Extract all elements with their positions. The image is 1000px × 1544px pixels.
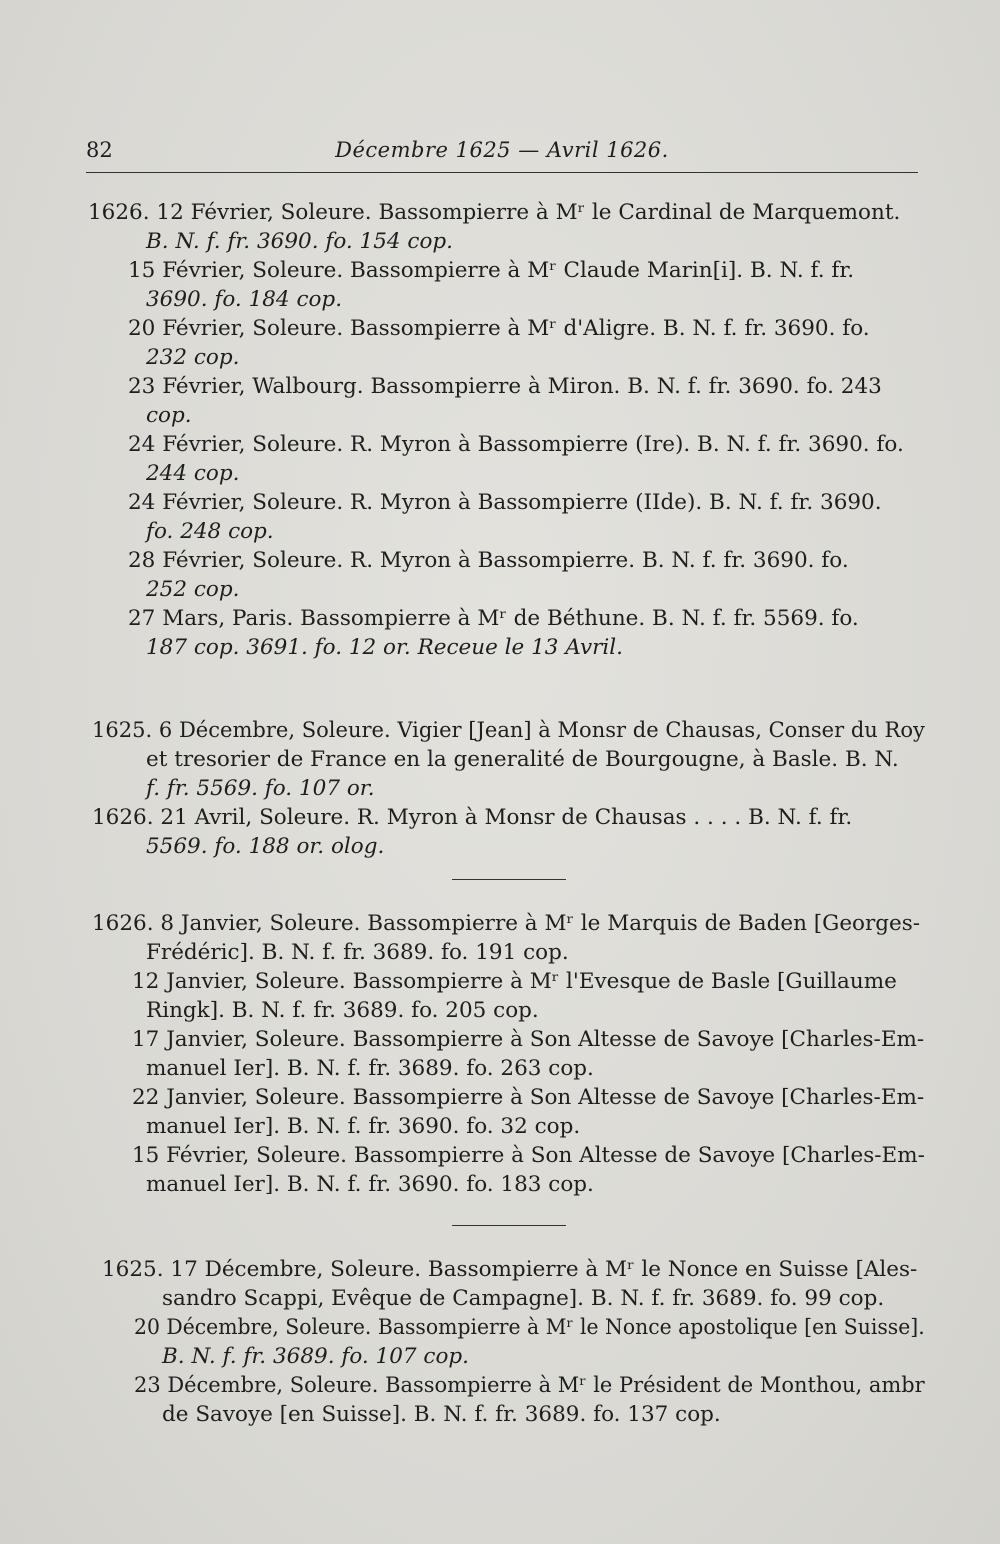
entry-line: 1625. 6 Décembre, Soleure. Vigier [Jean] à Monsr de Chausas, Conser du Roy	[92, 718, 925, 743]
entry-line: 15 Février, Soleure. Bassompierre à Mʳ Claude Marin[i]. B. N. f. fr.	[128, 258, 855, 283]
entry-line: 20 Février, Soleure. Bassompierre à Mʳ d'Aligre. B. N. f. fr. 3690. fo.	[128, 316, 870, 341]
entry-line: fo. 248 cop.	[146, 519, 274, 544]
entry-line: manuel Ier]. B. N. f. fr. 3689. fo. 263 cop.	[146, 1056, 594, 1081]
entry-line: Ringk]. B. N. f. fr. 3689. fo. 205 cop.	[146, 998, 539, 1023]
entry-line: f. fr. 5569. fo. 107 or.	[146, 776, 375, 801]
entry-line: et tresorier de France en la generalité de Bourgougne, à Basle. B. N.	[146, 747, 899, 772]
entry-line: 1626. 21 Avril, Soleure. R. Myron à Monsr de Chausas . . . . B. N. f. fr.	[92, 805, 853, 830]
entry-line: 20 Décembre, Soleure. Bassompierre à Mʳ le Nonce apostolique [en Suisse].	[134, 1315, 925, 1340]
entry-line: 27 Mars, Paris. Bassompierre à Mʳ de Béthune. B. N. f. fr. 5569. fo.	[128, 606, 859, 631]
entry-line: 23 Février, Walbourg. Bassompierre à Miron. B. N. f. fr. 3690. fo. 243	[128, 374, 882, 399]
section-separator	[452, 1225, 566, 1226]
entry-line: sandro Scappi, Evêque de Campagne]. B. N. f. fr. 3689. fo. 99 cop.	[162, 1286, 885, 1311]
entry-line: de Savoye [en Suisse]. B. N. f. fr. 3689. fo. 137 cop.	[162, 1402, 721, 1427]
entry-line: 252 cop.	[146, 577, 240, 602]
entry-line: 12 Janvier, Soleure. Bassompierre à Mʳ l'Evesque de Basle [Guillaume	[132, 969, 897, 994]
entry-line: manuel Ier]. B. N. f. fr. 3690. fo. 32 cop.	[146, 1114, 581, 1139]
entry-line: Frédéric]. B. N. f. fr. 3689. fo. 191 cop.	[146, 940, 569, 965]
entry-line: 1626. 8 Janvier, Soleure. Bassompierre à Mʳ le Marquis de Baden [Georges-	[92, 911, 921, 936]
entry-line: 15 Février, Soleure. Bassompierre à Son Altesse de Savoye [Charles-Em-	[132, 1143, 925, 1168]
entry-line: 244 cop.	[146, 461, 240, 486]
entry-line: 22 Janvier, Soleure. Bassompierre à Son Altesse de Savoye [Charles-Em-	[132, 1085, 925, 1110]
entry-line: 5569. fo. 188 or. olog.	[146, 834, 385, 859]
entry-line: manuel Ier]. B. N. f. fr. 3690. fo. 183 cop.	[146, 1172, 594, 1197]
header-rule	[86, 172, 918, 173]
entry-line: 1626. 12 Février, Soleure. Bassompierre à Mʳ le Cardinal de Marquemont.	[88, 200, 901, 225]
page-number: 82	[86, 138, 113, 162]
entry-line: 187 cop. 3691. fo. 12 or. Receue le 13 Avril.	[146, 635, 623, 660]
entry-line: 28 Février, Soleure. R. Myron à Bassompierre. B. N. f. fr. 3690. fo.	[128, 548, 849, 573]
section-separator	[452, 879, 566, 880]
entry-line: B. N. f. fr. 3689. fo. 107 cop.	[162, 1344, 470, 1369]
entry-line: cop.	[146, 403, 192, 428]
entry-line: 24 Février, Soleure. R. Myron à Bassompierre (IIde). B. N. f. fr. 3690.	[128, 490, 882, 515]
entry-line: 1625. 17 Décembre, Soleure. Bassompierre à Mʳ le Nonce en Suisse [Ales-	[102, 1257, 918, 1282]
page-header	[86, 138, 918, 170]
entry-line: 17 Janvier, Soleure. Bassompierre à Son Altesse de Savoye [Charles-Em-	[132, 1027, 925, 1052]
entry-line: B. N. f. fr. 3690. fo. 154 cop.	[146, 229, 454, 254]
entry-line: 232 cop.	[146, 345, 240, 370]
running-title: Décembre 1625 — Avril 1626.	[335, 138, 669, 162]
entry-line: 24 Février, Soleure. R. Myron à Bassompierre (Ire). B. N. f. fr. 3690. fo.	[128, 432, 904, 457]
entry-line: 23 Décembre, Soleure. Bassompierre à Mʳ le Président de Monthou, ambr	[134, 1373, 925, 1398]
entry-line: 3690. fo. 184 cop.	[146, 287, 343, 312]
